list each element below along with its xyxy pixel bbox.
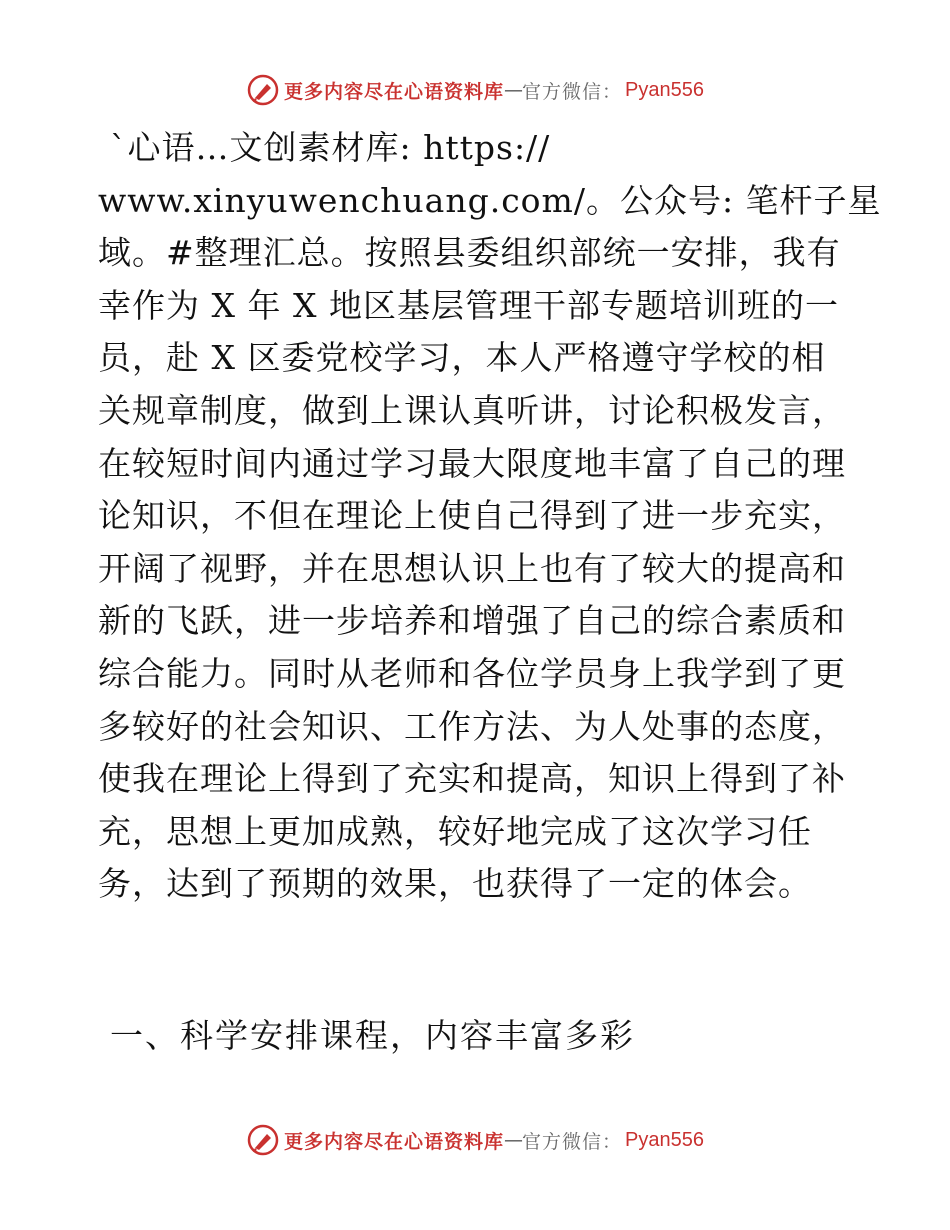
paragraph-line: 幸作为 X 年 X 地区基层管理干部专题培训班的一	[98, 285, 839, 325]
paragraph-line: 关规章制度，做到上课认真听讲，讨论积极发言，	[98, 390, 846, 430]
section-heading: 一、科学安排课程，内容丰富多彩	[110, 1016, 635, 1055]
paragraph-line: 多较好的社会知识、工作方法、为人处事的态度，	[98, 706, 846, 746]
paragraph-line: 员，赴 X 区委党校学习，本人严格遵守学校的相	[98, 338, 826, 378]
header-banner	[0, 70, 950, 110]
paragraph-line: 务，达到了预期的效果，也获得了一定的体会。	[98, 864, 812, 904]
paragraph-line: 新的飞跃，进一步培养和增强了自己的综合素质和	[98, 601, 846, 641]
banner-main-text: 更多内容尽在心语资料库	[283, 1130, 504, 1153]
paragraph-line: 论知识，不但在理论上使自己得到了进一步充实，	[98, 496, 846, 536]
paragraph-line: 使我在理论上得到了充实和提高，知识上得到了补	[98, 759, 846, 799]
pen-logo-icon	[246, 1123, 280, 1157]
banner-wechat-label: 官方微信	[522, 80, 603, 103]
banner-wechat-id: Pyan556	[625, 1128, 704, 1151]
banner-dash: —	[504, 1129, 522, 1151]
paragraph-line: 在较短时间内通过学习最大限度地丰富了自己的理	[98, 443, 846, 483]
paragraph-line: 域。#整理汇总。按照县委组织部统一安排，我有	[98, 233, 841, 273]
banner-colon: ：	[602, 80, 622, 103]
banner-dash: —	[504, 79, 522, 101]
pen-logo-icon	[246, 73, 280, 107]
body-paragraph	[98, 122, 882, 911]
footer-banner	[0, 1120, 950, 1160]
banner-wechat-label: 官方微信	[522, 1130, 603, 1153]
paragraph-line: www.xinyuwenchuang.com/。公众号: 笔杆子星	[98, 180, 882, 220]
banner-main-text: 更多内容尽在心语资料库	[283, 80, 504, 103]
banner-colon: ：	[602, 1130, 622, 1153]
paragraph-line: 充，思想上更加成熟，较好地完成了这次学习任	[98, 811, 812, 851]
paragraph-line: 开阔了视野，并在思想认识上也有了较大的提高和	[98, 548, 846, 588]
paragraph-line: `心语…文创素材库: https://	[110, 128, 551, 167]
paragraph-line: 综合能力。同时从老师和各位学员身上我学到了更	[98, 653, 846, 693]
banner-wechat-id: Pyan556	[625, 78, 704, 101]
